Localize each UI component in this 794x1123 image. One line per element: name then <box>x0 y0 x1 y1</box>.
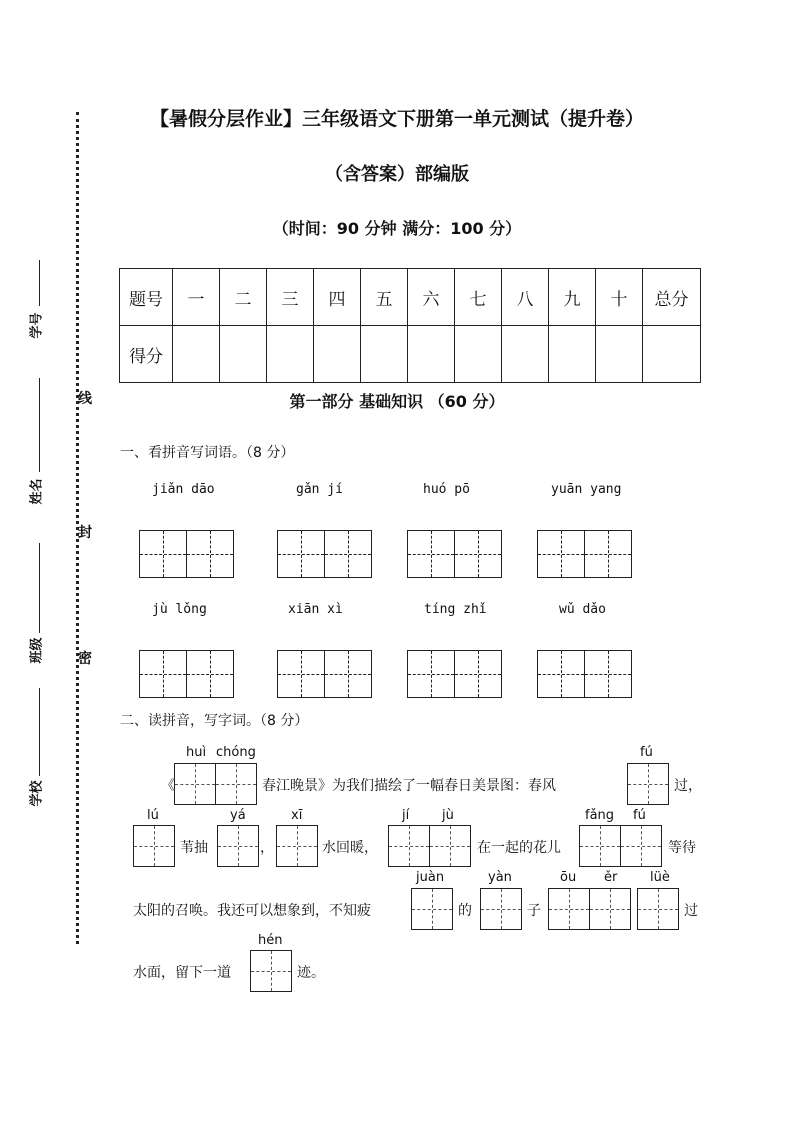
passage-text: 等待 <box>668 840 696 856</box>
passage-text: 在一起的花儿 <box>477 840 561 856</box>
writing-grid[interactable] <box>277 650 372 698</box>
table-cell: 四 <box>314 269 361 326</box>
pinyin-label: tíng zhǐ <box>424 602 487 617</box>
passage-text: 《 <box>161 778 175 794</box>
field-label: 学号 <box>29 312 45 339</box>
writing-grid[interactable] <box>133 825 175 867</box>
pinyin-label: yàn <box>488 870 512 885</box>
writing-grid[interactable] <box>637 888 679 930</box>
pinyin-label: huì <box>186 745 207 760</box>
pinyin-label: yuān yang <box>551 482 622 497</box>
document-subtitle: （含答案）部编版 <box>325 164 469 185</box>
passage-text: 水回暖， <box>322 840 378 856</box>
pinyin-label: ěr <box>604 870 618 885</box>
score-input-cell[interactable] <box>455 326 502 383</box>
table-cell: 二 <box>220 269 267 326</box>
writing-grid[interactable] <box>388 825 471 867</box>
table-cell: 一 <box>173 269 220 326</box>
writing-grid[interactable] <box>548 888 631 930</box>
pinyin-label: fú <box>633 808 646 823</box>
pinyin-label: xiān xì <box>288 602 343 617</box>
writing-grid[interactable] <box>579 825 662 867</box>
table-cell: 八 <box>502 269 549 326</box>
pinyin-label: juàn <box>416 870 445 885</box>
table-row <box>120 326 701 383</box>
passage-text: 太阳的召唤。我还可以想象到，不知疲 <box>133 903 371 919</box>
passage-text: 迹。 <box>297 965 325 981</box>
document-title: 【暑假分层作业】三年级语文下册第一单元测试（提升卷） <box>149 108 644 130</box>
table-cell: 七 <box>455 269 502 326</box>
table-row <box>120 269 701 326</box>
pinyin-label: ōu <box>560 870 577 885</box>
passage-text: 过 <box>684 903 698 919</box>
pinyin-label: xī <box>291 808 303 823</box>
writing-grid[interactable] <box>217 825 259 867</box>
writing-grid[interactable] <box>407 650 502 698</box>
table-cell: 三 <box>267 269 314 326</box>
passage-text: 过， <box>674 778 702 794</box>
table-cell: 总分 <box>643 269 701 326</box>
pinyin-label: gǎn jí <box>296 482 343 497</box>
pinyin-label: jù <box>442 808 454 823</box>
time-info: （时间：90 分钟 满分：100 分） <box>272 219 522 238</box>
passage-text: ， <box>260 840 274 856</box>
q2-title: 二、读拼音，写字词。（8 分） <box>120 713 309 729</box>
score-input-cell[interactable] <box>361 326 408 383</box>
field-label: 班级 <box>29 637 45 664</box>
pinyin-label: jù lǒng <box>152 602 207 617</box>
writing-grid[interactable] <box>139 650 234 698</box>
writing-grid[interactable] <box>250 950 292 992</box>
part1-title: 第一部分 基础知识 （60 分） <box>289 392 505 411</box>
pinyin-label: yá <box>230 808 246 823</box>
writing-grid[interactable] <box>537 650 632 698</box>
pinyin-label: lú <box>147 808 159 823</box>
pinyin-label: wǔ dǎo <box>559 602 606 617</box>
writing-grid[interactable] <box>537 530 632 578</box>
writing-grid[interactable] <box>480 888 522 930</box>
passage-text: 苇抽 <box>180 840 208 856</box>
q1-title: 一、看拼音写词语。（8 分） <box>120 445 295 461</box>
score-input-cell[interactable] <box>220 326 267 383</box>
writing-grid[interactable] <box>276 825 318 867</box>
passage-text: 子 <box>527 903 541 919</box>
pinyin-label: fú <box>640 745 653 760</box>
field-label: 姓名 <box>29 478 45 505</box>
pinyin-label: hén <box>258 933 283 948</box>
score-input-cell[interactable] <box>173 326 220 383</box>
writing-grid[interactable] <box>277 530 372 578</box>
score-input-cell[interactable] <box>314 326 361 383</box>
seal-char-seal: 封 <box>78 525 92 541</box>
pinyin-label: huó pō <box>423 482 470 497</box>
pinyin-label: chóng <box>216 745 256 760</box>
score-input-cell[interactable] <box>267 326 314 383</box>
score-input-cell[interactable] <box>408 326 455 383</box>
seal-char-line: 线 <box>78 391 92 407</box>
pinyin-label: jí <box>402 808 410 823</box>
passage-text: 的 <box>458 903 472 919</box>
seal-char-secret: 密 <box>78 651 92 667</box>
table-cell: 九 <box>549 269 596 326</box>
passage-text: 水面，留下一道 <box>133 965 231 981</box>
writing-grid[interactable] <box>411 888 453 930</box>
pinyin-label: fǎng <box>585 808 615 823</box>
table-cell: 十 <box>596 269 643 326</box>
score-table <box>119 268 701 383</box>
writing-grid[interactable] <box>174 763 257 805</box>
writing-grid[interactable] <box>139 530 234 578</box>
score-input-cell[interactable] <box>643 326 701 383</box>
passage-text: 春江晚景》为我们描绘了一幅春日美景图：春风 <box>262 778 556 794</box>
field-label: 学校 <box>29 780 45 807</box>
table-cell: 五 <box>361 269 408 326</box>
score-input-cell[interactable] <box>596 326 643 383</box>
score-input-cell[interactable] <box>549 326 596 383</box>
pinyin-label: lüè <box>650 870 670 885</box>
table-cell: 六 <box>408 269 455 326</box>
table-cell: 题号 <box>120 269 173 326</box>
pinyin-label: jiǎn dāo <box>152 482 215 497</box>
writing-grid[interactable] <box>627 763 669 805</box>
table-cell: 得分 <box>120 326 173 383</box>
score-input-cell[interactable] <box>502 326 549 383</box>
writing-grid[interactable] <box>407 530 502 578</box>
